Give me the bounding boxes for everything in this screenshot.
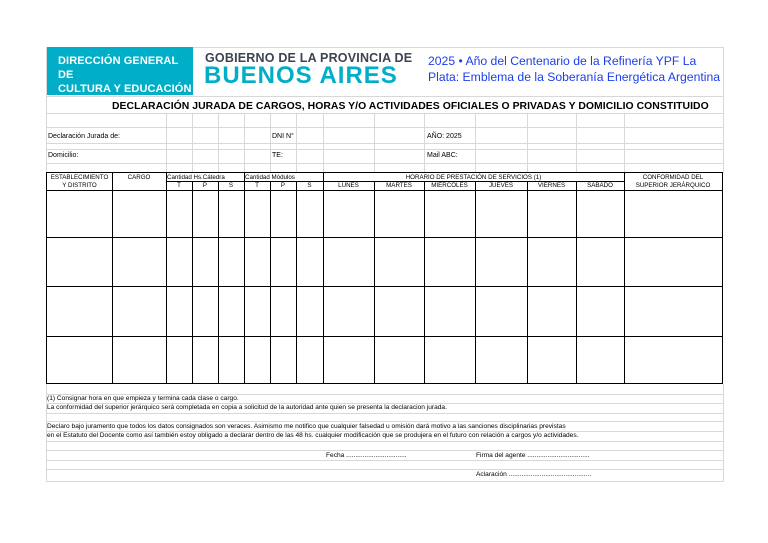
col-modulos-header: Cantidad Módulos (245, 174, 295, 181)
grid-line (46, 481, 723, 482)
col-conformidad-line2: SUPERIOR JERÁRQUICO (635, 182, 711, 189)
col-hs-catedra-header: Cantidad Hs.Cátedra (167, 174, 225, 181)
table-line (47, 286, 722, 287)
grid-line (46, 143, 723, 144)
declaration-line1: Declaro bajo juramento que todos los datos consignados son veraces. Asimismo me notifico que cualquier falsedad u omisión dará motivo a las sanciones disciplinarias previstas (47, 423, 566, 430)
grid-line (46, 460, 723, 461)
note-conformidad: La conformidad del superior jerárquico será completada en copia a solicitud de la autoridad ante quien se presenta la declaracion jurada. (47, 404, 447, 411)
form-title: DECLARACIÓN JURADA DE CARGOS, HORAS Y/O ACTIVIDADES OFICIALES O PRIVADAS Y DOMICILIO CONSTITUIDO (112, 101, 709, 112)
gov-logo-line1: GOBIERNO DE LA PROVINCIA DE (205, 51, 413, 65)
grid-line (723, 384, 724, 482)
sub-mod-p: P (280, 182, 286, 189)
sub-mod-s: S (307, 182, 312, 189)
table-line (323, 173, 324, 383)
table-line (244, 173, 245, 383)
day-miercoles: MIÉRCOLES (431, 182, 468, 189)
declaration-line2: en el Estatuto del Docente como así también estoy obligado a declarar dentro de las 48 hs. cualquier modificación que se produjera en el futuro con relación a cargos y/o actividades. (47, 432, 579, 439)
signature-fecha: Fecha ................................. (326, 452, 407, 459)
col-conformidad-header (624, 174, 722, 189)
grid-line (46, 413, 723, 414)
col-establecimiento-header (47, 174, 112, 189)
table-line (47, 237, 722, 238)
header-year-text: 2025 • Año del Centenario de la Refinería YPF La Plata: Emblema de la Soberanía Energética Argentina (428, 54, 721, 84)
sub-hs-t: T (177, 182, 181, 189)
gov-logo-line2: BUENOS AIRES (204, 62, 398, 89)
table-line (576, 181, 577, 383)
field-mail-label: Mail ABC: (427, 152, 458, 159)
day-lunes: LUNES (338, 182, 359, 189)
col-cargo-header: CARGO (127, 174, 151, 181)
day-viernes: VIERNES (537, 182, 566, 189)
grid-line (46, 149, 723, 150)
grid-line (46, 163, 723, 164)
field-dni-label: DNI N° (272, 133, 294, 140)
table-line (47, 336, 722, 337)
grid-line (46, 421, 723, 422)
sub-hs-s: S (228, 182, 234, 189)
table-line (270, 181, 271, 383)
grid-line (46, 96, 723, 97)
grid-line (46, 441, 723, 442)
dgcye-logo-line2: CULTURA Y EDUCACIÓN (58, 83, 192, 95)
grid-line (46, 450, 723, 451)
table-line (47, 190, 722, 191)
field-declaracion-label: Declaración Jurada de: (48, 133, 120, 140)
field-anio-label: AÑO: 2025 (427, 133, 462, 140)
field-domicilio-label: Domicilio: (48, 152, 79, 159)
col-establecimiento-line2: Y DISTRITO (62, 182, 97, 189)
col-establecimiento-line1: ESTABLECIMIENTO (50, 174, 109, 181)
sub-hs-p: P (202, 182, 208, 189)
col-conformidad-line1: CONFORMIDAD DEL (642, 174, 704, 181)
table-line (424, 181, 425, 383)
table-line (624, 173, 625, 383)
day-martes: MARTES (386, 182, 412, 189)
table-line (192, 181, 193, 383)
day-jueves: JUEVES (488, 182, 514, 189)
table-line (374, 181, 375, 383)
signature-firma: Firma del agente .................................. (476, 452, 590, 459)
table-line (218, 181, 219, 383)
day-sabado: SÁBADO (587, 182, 613, 189)
note-horario: (1) Consignar hora en que empieza y termina cada clase o cargo. (47, 395, 239, 402)
table-line (527, 181, 528, 383)
signature-aclaracion: Aclaración ............................................. (476, 471, 592, 478)
table-line (475, 181, 476, 383)
table-line (296, 181, 297, 383)
col-horario-header: HORARIO DE PRESTACIÓN DE SERVICIOS (1) (405, 174, 542, 181)
sub-mod-t: T (255, 182, 259, 189)
grid-line (46, 469, 723, 470)
table-line (166, 173, 167, 383)
field-te-label: TE: (272, 152, 283, 159)
table-line (112, 173, 113, 383)
dgcye-logo (47, 47, 193, 95)
dgcye-logo-line1: DIRECCIÓN GENERAL DE (58, 55, 179, 81)
grid-line (46, 113, 723, 114)
cargos-table (46, 172, 723, 384)
grid-line (46, 127, 723, 128)
